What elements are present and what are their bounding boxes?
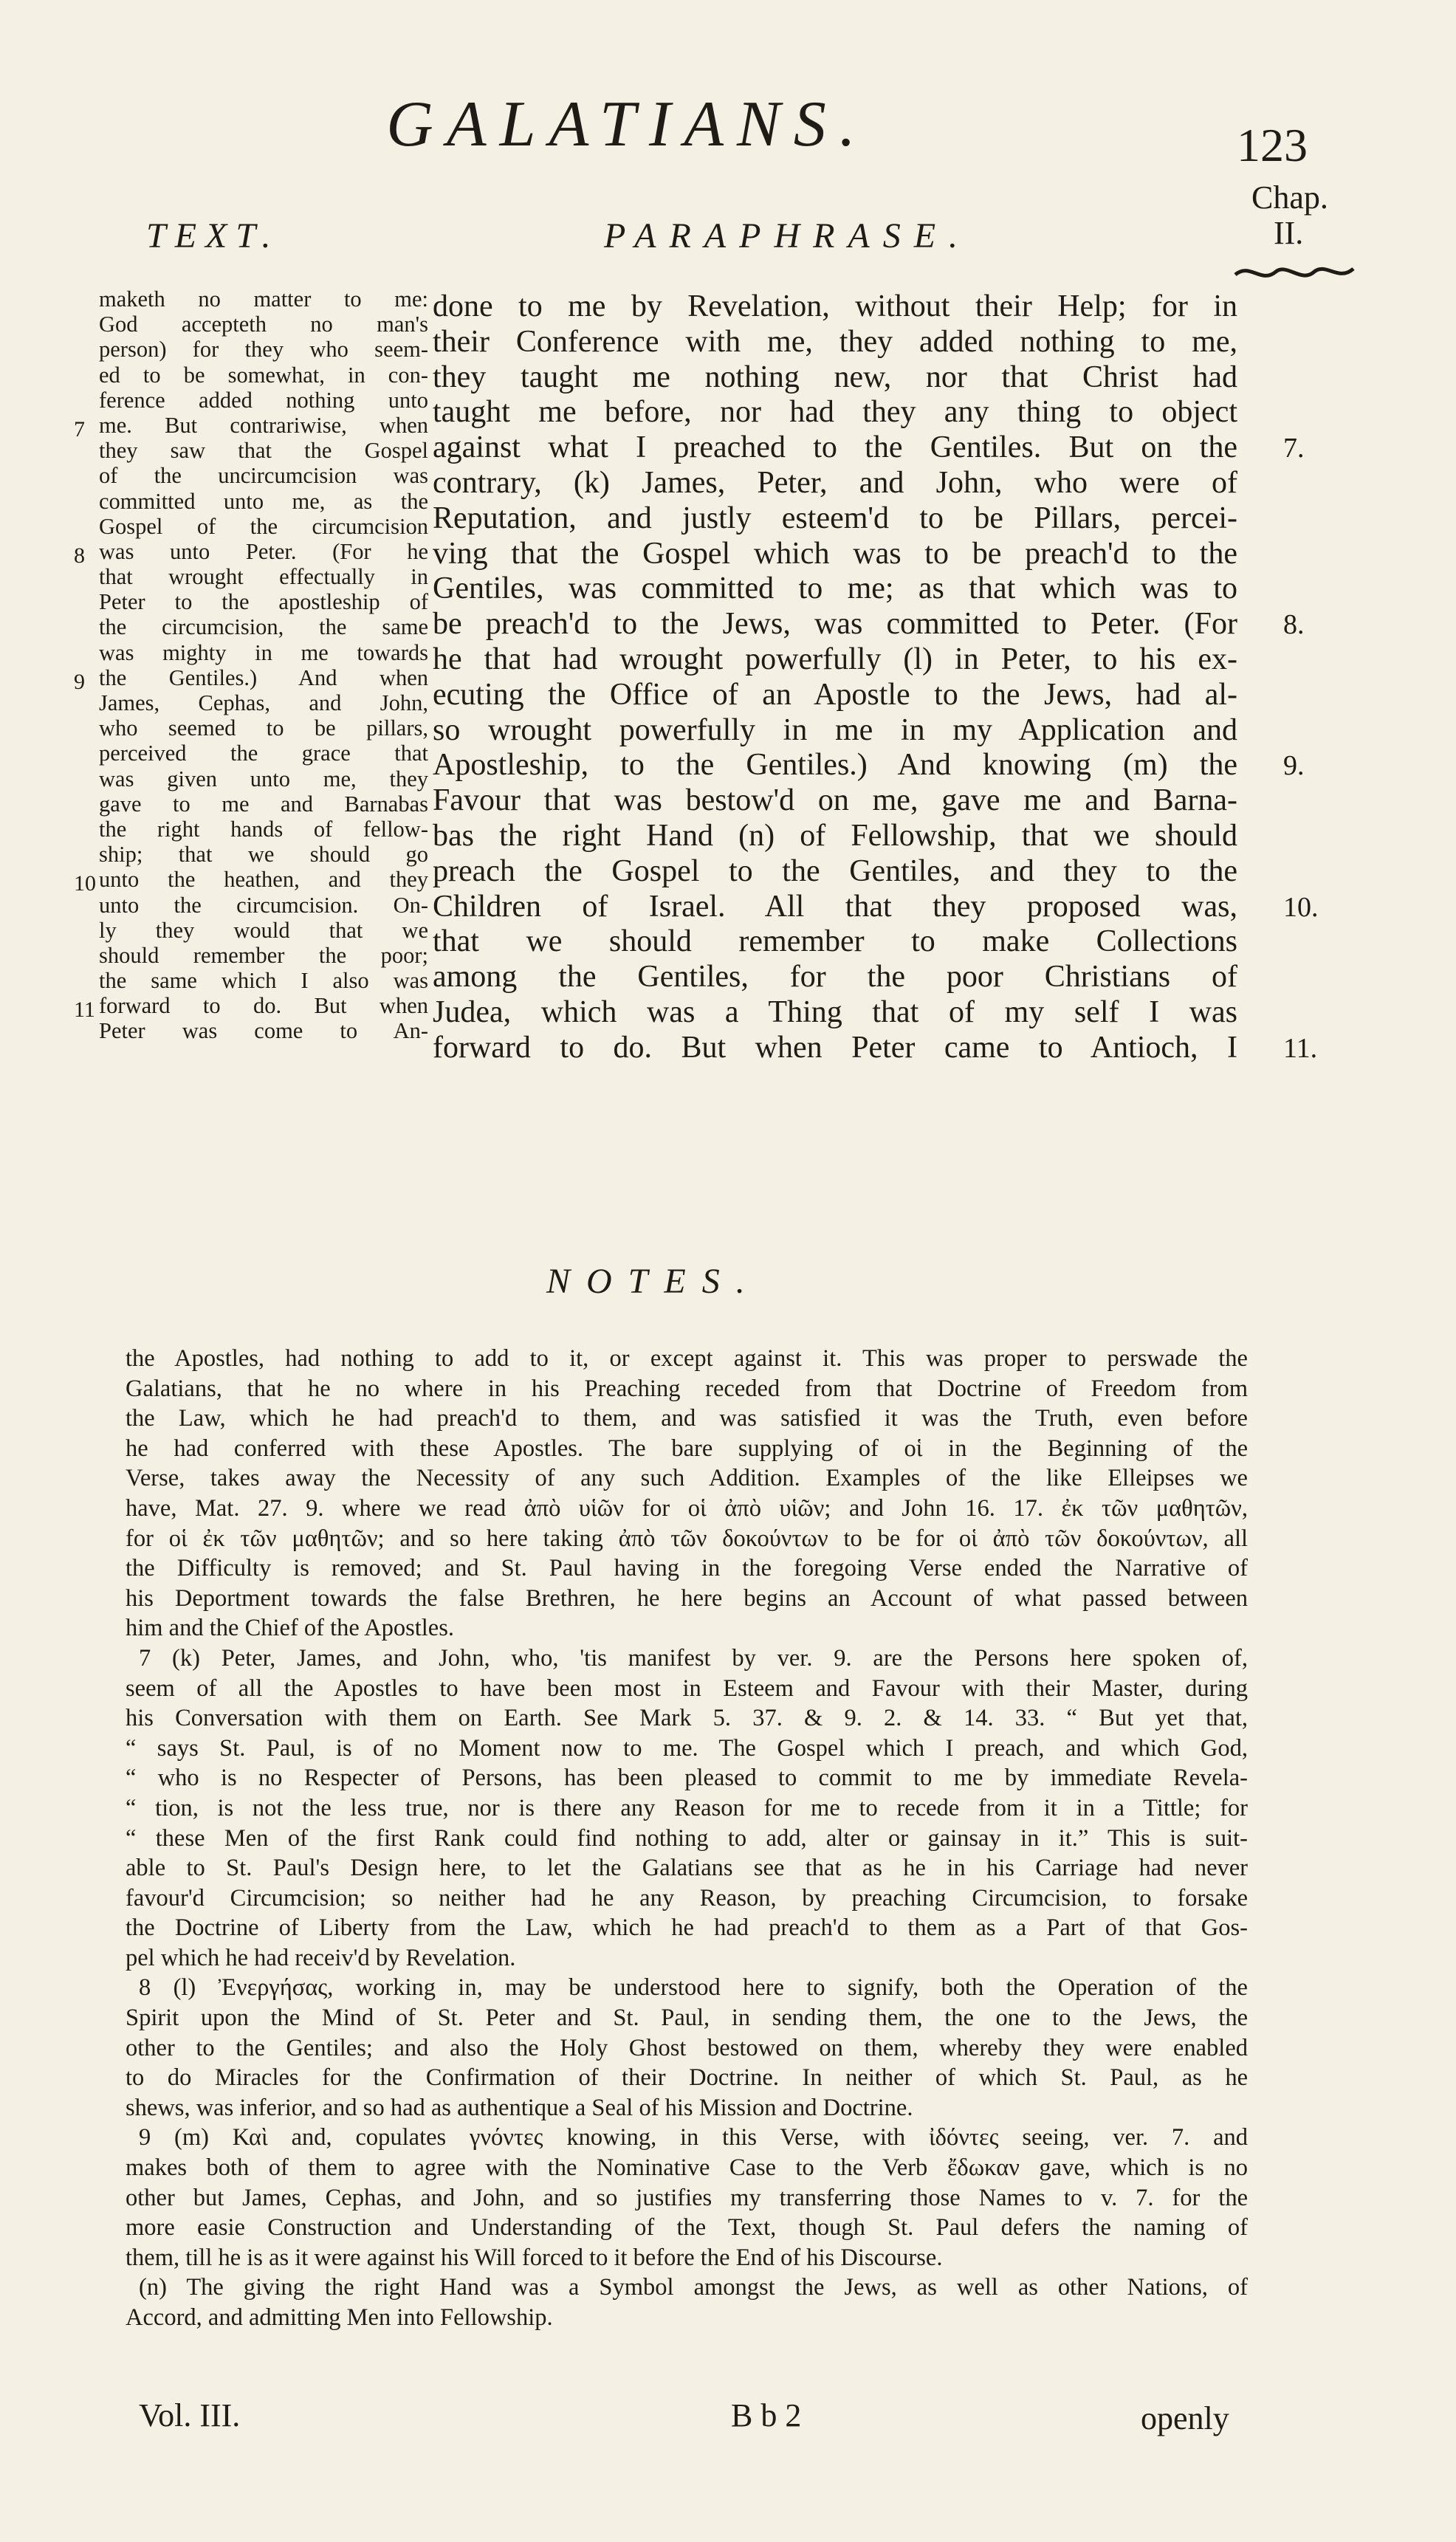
footer-volume: Vol. III. [139, 2397, 241, 2433]
paraphrase-line: he that had wrought powerfully (l) in Peter, to his ex- [433, 642, 1237, 676]
note-line: “ tion, is not the less true, nor is there any Reason for me to recede from it in a Tittle; for [126, 1794, 1248, 1821]
text-line-content: the circumcision, the same [99, 614, 428, 640]
text-line [89, 968, 428, 993]
text-line [89, 312, 428, 337]
note-line: “ who is no Respecter of Persons, has been pleased to commit to me by immediate Revela- [126, 1765, 1248, 1792]
text-line-content: unto the heathen, and they [99, 867, 428, 893]
paraphrase-line: Judea, which was a Thing that of my self I was [433, 995, 1237, 1029]
paraphrase-line: among the Gentiles, for the poor Christians of [433, 960, 1237, 995]
text-line [89, 614, 428, 639]
text-line [74, 412, 428, 442]
text-line-content: of the uncircumcision was [99, 463, 428, 489]
paraphrase-line: Favour that was bestow'd on me, gave me and Barna- [433, 783, 1237, 818]
text-line-content: committed unto me, as the [99, 488, 428, 514]
verse-number: 7 [74, 416, 85, 442]
text-line [89, 791, 428, 817]
note-line: for οἱ ἐκ τῶν μαθητῶν; and so here taking ἀπὸ τῶν δοκούντων to be for οἱ ἀπὸ τῶν δοκούντων, all [126, 1525, 1248, 1552]
text-line-content: James, Cephas, and John, [99, 690, 428, 715]
text-line-content: me. But contrariwise, when [99, 412, 428, 438]
chapter-number: II. [1274, 215, 1304, 251]
note-line: Spirit upon the Mind of St. Peter and St. Paul, in sending them, the one to the Jews, the [126, 2005, 1248, 2032]
text-line [89, 918, 428, 943]
text-line [89, 741, 428, 766]
text-line-content: ship; that we should go [99, 842, 428, 868]
paraphrase-line: their Conference with me, they added nothing to me, [433, 324, 1237, 359]
text-line-content: Peter to the apostleship of [99, 589, 428, 615]
note-line: makes both of them to agree with the Nominative Case to the Verb ἔδωκαν gave, which is no [126, 2154, 1248, 2182]
text-line-content: the same which I also was [99, 968, 428, 994]
paraphrase-line: bas the right Hand (n) of Fellowship, that we should [433, 818, 1237, 853]
note-line: other to the Gentiles; and also the Holy Ghost bestowed on them, whereby they were enabled [126, 2034, 1248, 2061]
text-line-content: unto the circumcision. On- [99, 892, 428, 918]
note-line: 9 (m) Καὶ and, copulates γνόντες knowing, in this Verse, with ἰδόντες seeing, ver. 7. and [139, 2124, 1248, 2151]
paraphrase-line: they taught me nothing new, nor that Christ had [433, 360, 1237, 394]
note-line: him and the Chief of the Apostles. [126, 1615, 455, 1642]
paraphrase-line: so wrought powerfully in me in my Application and [433, 712, 1237, 747]
margin-verse-ref: 10. [1283, 891, 1319, 923]
text-line-content: was unto Peter. (For he [99, 538, 428, 564]
text-line [89, 286, 428, 312]
margin-verse-ref: 8. [1283, 609, 1305, 641]
page-number: 123 [1237, 119, 1308, 171]
note-line: pel which he had receiv'd by Revelation. [126, 1944, 516, 1971]
note-line: seem of all the Apostles to have been most in Esteem and Favour with their Master, during [126, 1674, 1248, 1702]
paraphrase-line: forward to do. But when Peter came to Antioch, I [433, 1030, 1237, 1065]
text-line-content: they saw that the Gospel [99, 438, 428, 464]
footer-catchword: openly [1141, 2400, 1229, 2436]
scripture-text-column [74, 286, 428, 1044]
paraphrase-line: against what I preached to the Gentiles. But on the [433, 430, 1237, 465]
text-line-content: person) for they who seem- [99, 337, 428, 363]
text-line-content: ference added nothing unto [99, 387, 428, 413]
note-line: (n) The giving the right Hand was a Symbol amongst the Jews, as well as other Nations, of [139, 2274, 1248, 2301]
notes-heading: NOTES. [546, 1262, 761, 1301]
paraphrase-line: contrary, (k) James, Peter, and John, who were of [433, 465, 1237, 500]
paraphrase-line: taught me before, nor had they any thing to object [433, 395, 1237, 430]
note-line: favour'd Circumcision; so neither had he any Reason, by preaching Circumcision, to forsake [126, 1884, 1248, 1911]
text-line-content: should remember the poor; [99, 942, 428, 968]
text-line [89, 640, 428, 665]
margin-verse-ref: 7. [1283, 433, 1305, 464]
note-line: Galatians, that he no where in his Preaching receded from that Doctrine of Freedom from [126, 1375, 1248, 1402]
text-line-content: God accepteth no man's [99, 312, 428, 337]
text-column-heading: TEXT. [146, 216, 280, 255]
text-line [89, 715, 428, 741]
text-line-content: that wrought effectually in [99, 564, 428, 590]
text-line [89, 842, 428, 867]
note-line: 8 (l) Ἐνεργήσας, working in, may be understood here to signify, both the Operation of the [139, 1974, 1248, 2002]
text-line [89, 363, 428, 388]
notes-section [126, 1344, 1248, 2333]
text-line-content: the right hands of fellow- [99, 816, 428, 842]
text-line-content: who seemed to be pillars, [99, 715, 428, 741]
text-line-content: forward to do. But when [99, 993, 428, 1019]
text-line-content: maketh no matter to me: [99, 286, 428, 312]
paraphrase-line: ecuting the Office of an Apostle to the Jews, had al- [433, 677, 1237, 712]
paraphrase-line: Children of Israel. All that they proposed was, [433, 889, 1237, 924]
text-line [89, 438, 428, 463]
text-line [74, 538, 428, 568]
paraphrase-line: Reputation, and justly esteem'd to be Pillars, percei- [433, 501, 1237, 535]
text-line-content: gave to me and Barnabas [99, 791, 428, 817]
text-line [89, 564, 428, 589]
paraphrase-column-heading: PARAPHRASE. [604, 216, 972, 255]
note-line: shews, was inferior, and so had as authentique a Seal of his Mission and Doctrine. [126, 2094, 913, 2121]
verse-number: 9 [74, 669, 85, 694]
text-line [89, 690, 428, 715]
text-line [74, 993, 428, 1023]
text-line [74, 867, 428, 896]
margin-verse-ref: 9. [1283, 750, 1305, 782]
text-line [89, 766, 428, 791]
paraphrase-line: Apostleship, to the Gentiles.) And knowing (m) the [433, 748, 1237, 783]
note-line: he had conferred with these Apostles. The bare supplying of οἱ in the Beginning of the [126, 1435, 1248, 1462]
text-line-content: was mighty in me towards [99, 639, 428, 665]
text-line [89, 463, 428, 488]
note-line: “ says St. Paul, is of no Moment now to me. The Gospel which I preach, and which God, [126, 1734, 1248, 1762]
note-line: other but James, Cephas, and John, and so justifies my transferring those Names to v. 7. for the [126, 2184, 1248, 2211]
text-line-content: ly they would that we [99, 917, 428, 943]
text-line [89, 589, 428, 614]
margin-verse-ref: 11. [1283, 1032, 1318, 1064]
text-line [89, 817, 428, 842]
paraphrase-line: that we should remember to make Collections [433, 924, 1237, 959]
text-line-content: perceived the grace that [99, 741, 428, 766]
note-line: more easie Construction and Understanding of the Text, though St. Paul defers the naming of [126, 2214, 1248, 2242]
text-line-content: was given unto me, they [99, 766, 428, 791]
text-line [74, 664, 428, 694]
note-line: “ these Men of the first Rank could find nothing to add, alter or gainsay in it.” This is suit- [126, 1824, 1248, 1852]
paraphrase-line: Gentiles, was committed to me; as that which was to [433, 571, 1237, 606]
text-line [89, 1018, 428, 1043]
note-line: have, Mat. 27. 9. where we read ἀπὸ υἱῶν for οἱ ἀπὸ υἱῶν; and John 16. 17. ἐκ τῶν μαθητῶν, [126, 1494, 1248, 1522]
note-line: the Doctrine of Liberty from the Law, which he had preach'd to them as a Part of that Gos- [126, 1914, 1248, 1942]
note-line: 7 (k) Peter, James, and John, who, 'tis manifest by ver. 9. are the Persons here spoken of, [139, 1644, 1248, 1672]
text-line [89, 514, 428, 539]
note-line: them, till he is as it were against his Will forced to it before the End of his Discourse. [126, 2244, 943, 2271]
text-line-content: the Gentiles.) And when [99, 664, 428, 690]
text-line [89, 489, 428, 514]
paraphrase-line: ving that the Gospel which was to be preach'd to the [433, 536, 1237, 571]
text-line-content: ed to be somewhat, in con- [99, 362, 428, 388]
note-line: the Law, which he had preach'd to them, and was satisfied it was the Truth, even before [126, 1405, 1248, 1432]
note-line: Accord, and admitting Men into Fellowship. [126, 2304, 553, 2331]
verse-number: 11 [74, 997, 95, 1023]
text-line [89, 337, 428, 362]
text-line [89, 388, 428, 413]
note-line: to do Miracles for the Confirmation of their Doctrine. In neither of which St. Paul, as he [126, 2064, 1248, 2092]
paraphrase-line: be preach'd to the Jews, was committed to Peter. (For [433, 607, 1237, 642]
text-line [89, 943, 428, 968]
footer-signature-mark: B b 2 [731, 2397, 802, 2433]
note-line: his Deportment towards the false Brethren, he here begins an Account of what passed between [126, 1584, 1248, 1612]
text-line [89, 893, 428, 918]
running-title: GALATIANS. [386, 89, 869, 160]
verse-number: 10 [74, 871, 96, 896]
text-line-content: Gospel of the circumcision [99, 513, 428, 539]
note-line: his Conversation with them on Earth. See Mark 5. 37. & 9. 2. & 14. 33. “ But yet that, [126, 1705, 1248, 1732]
chapter-label: Chap. [1251, 179, 1328, 216]
text-line-content: Peter was come to An- [99, 1018, 428, 1044]
paraphrase-column [433, 289, 1237, 1066]
note-line: the Difficulty is removed; and St. Paul having in the foregoing Verse ended the Narrative of [126, 1555, 1248, 1582]
note-line: the Apostles, had nothing to add to it, or except against it. This was proper to perswade the [126, 1345, 1248, 1372]
verse-number: 8 [74, 543, 85, 568]
note-line: able to St. Paul's Design here, to let the Galatians see that as he in his Carriage had never [126, 1855, 1248, 1882]
paraphrase-line: done to me by Revelation, without their Help; for in [433, 289, 1237, 323]
paraphrase-line: preach the Gospel to the Gentiles, and they to the [433, 853, 1237, 888]
note-line: Verse, takes away the Necessity of any such Addition. Examples of the like Elleipses we [126, 1465, 1248, 1492]
ornament-flourish-icon [1232, 258, 1357, 288]
